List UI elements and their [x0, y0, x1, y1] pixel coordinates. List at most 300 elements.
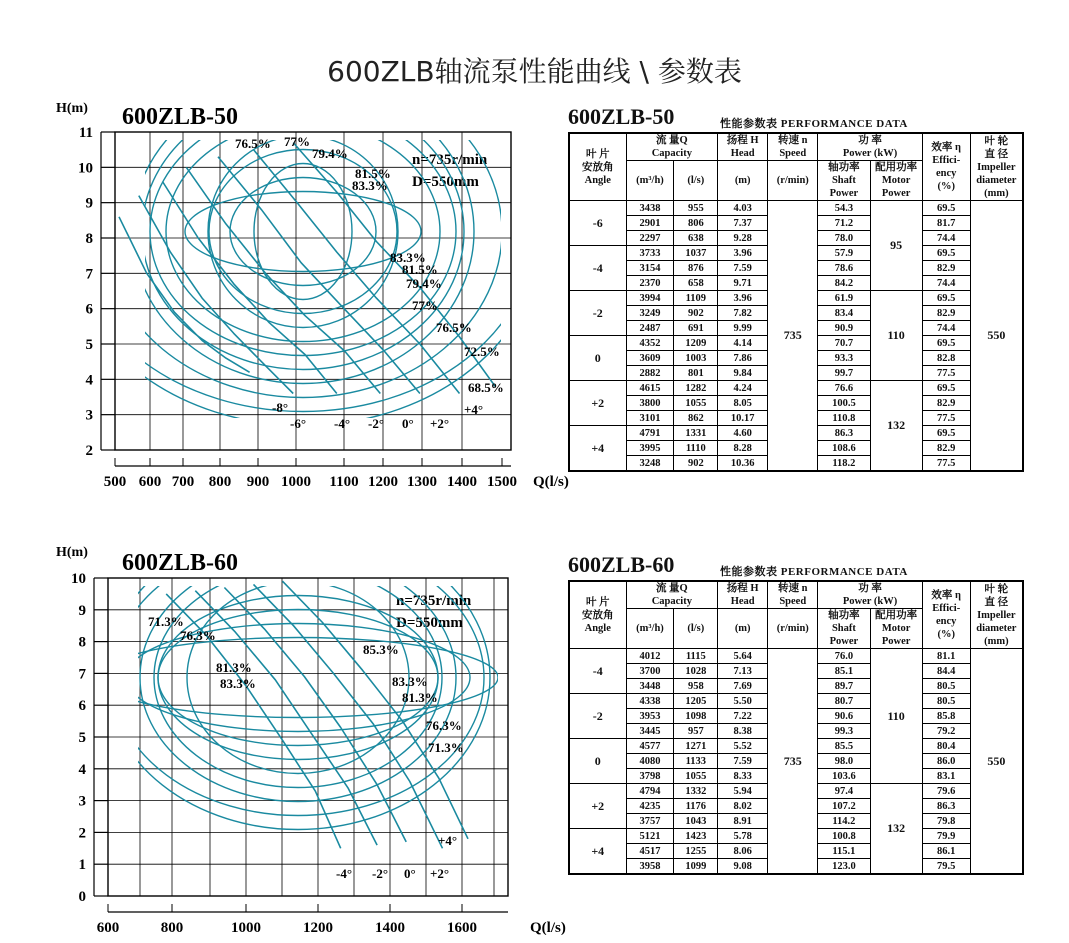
efficiency-contour: [254, 164, 352, 300]
q-m3h-cell: 3448: [626, 679, 674, 694]
x-tick-label: 600: [138, 474, 162, 490]
q-ls-cell: 1055: [674, 396, 718, 411]
efficiency-label: 81.5%: [402, 262, 438, 277]
x-tick-label: 700: [171, 474, 195, 490]
angle-label: -4°: [334, 416, 351, 431]
q-ls-cell: 806: [674, 216, 718, 231]
x-tick-label: 1000: [231, 920, 261, 935]
y-tick-label: 1: [78, 857, 86, 874]
q-m3h-cell: 4235: [626, 799, 674, 814]
chart-annotation: D=550mm: [396, 615, 463, 631]
efficiency-cell: 86.3: [922, 799, 970, 814]
shaft-power-cell: 114.2: [818, 814, 870, 829]
q-ls-cell: 1255: [674, 844, 718, 859]
efficiency-cell: 79.6: [922, 784, 970, 799]
q-m3h-cell: 4080: [626, 754, 674, 769]
performance-table: [568, 580, 1024, 875]
angle-label: +4°: [464, 402, 484, 417]
q-ls-cell: 1037: [674, 246, 718, 261]
y-tick-label: 9: [85, 195, 93, 212]
header-capacity: 流 量Q Capacity: [626, 133, 718, 161]
efficiency-cell: 80.5: [922, 694, 970, 709]
efficiency-label: 83.3%: [392, 674, 428, 689]
efficiency-cell: 80.5: [922, 679, 970, 694]
q-ls-cell: 862: [674, 411, 718, 426]
efficiency-label: 81.3%: [402, 690, 438, 705]
efficiency-label: 81.3%: [216, 660, 252, 675]
shaft-power-cell: 89.7: [818, 679, 870, 694]
head-cell: 8.02: [718, 799, 768, 814]
head-cell: 7.37: [718, 216, 768, 231]
angle-label: -4°: [336, 866, 353, 881]
head-cell: 4.60: [718, 426, 768, 441]
efficiency-cell: 85.8: [922, 709, 970, 724]
efficiency-label: 71.3%: [148, 614, 184, 629]
q-m3h-cell: 2487: [626, 321, 674, 336]
shaft-power-cell: 61.9: [818, 291, 870, 306]
x-tick-label: 1500: [487, 474, 517, 490]
efficiency-cell: 82.8: [922, 351, 970, 366]
q-m3h-cell: 3445: [626, 724, 674, 739]
y-tick-label: 6: [85, 301, 93, 318]
head-cell: 3.96: [718, 246, 768, 261]
efficiency-cell: 79.9: [922, 829, 970, 844]
shaft-power-cell: 99.7: [818, 366, 870, 381]
head-cell: 7.69: [718, 679, 768, 694]
header-speed: 转速 n Speed: [768, 133, 818, 161]
efficiency-cell: 86.0: [922, 754, 970, 769]
y-tick-label: 3: [85, 407, 93, 424]
q-m3h-cell: 3757: [626, 814, 674, 829]
q-m3h-cell: 4352: [626, 336, 674, 351]
efficiency-label: 83.3%: [220, 676, 256, 691]
efficiency-label: 83.3%: [390, 250, 426, 265]
head-cell: 5.78: [718, 829, 768, 844]
q-m3h-cell: 4615: [626, 381, 674, 396]
shaft-power-cell: 76.6: [818, 381, 870, 396]
efficiency-cell: 69.5: [922, 291, 970, 306]
header-speed-unit: (r/min): [768, 161, 818, 201]
efficiency-cell: 80.4: [922, 739, 970, 754]
header-shaft-power: 轴功率 Shaft Power: [818, 161, 870, 201]
impeller-cell: 550: [970, 201, 1023, 472]
q-m3h-cell: 3101: [626, 411, 674, 426]
head-cell: 8.38: [718, 724, 768, 739]
head-cell: 9.71: [718, 276, 768, 291]
head-cell: 3.96: [718, 291, 768, 306]
q-m3h-cell: 3733: [626, 246, 674, 261]
motor-power-cell: 110: [870, 291, 922, 381]
head-cell: 8.05: [718, 396, 768, 411]
table-model-title: 600ZLB-60: [568, 552, 675, 577]
angle-cell: 0: [569, 336, 626, 381]
q-m3h-cell: 3249: [626, 306, 674, 321]
header-angle: 叶 片 安放角 Angle: [569, 133, 626, 201]
efficiency-label: 79.4%: [406, 276, 442, 291]
shaft-power-cell: 90.9: [818, 321, 870, 336]
q-ls-cell: 1110: [674, 441, 718, 456]
angle-label: +2°: [430, 416, 450, 431]
chart-annotation: D=550mm: [412, 174, 479, 190]
table-model-title: 600ZLB-50: [568, 104, 675, 129]
q-m3h-cell: 3438: [626, 201, 674, 216]
head-cell: 7.59: [718, 261, 768, 276]
angle-cell: -4: [569, 649, 626, 694]
angle-label: -2°: [372, 866, 389, 881]
y-tick-label: 3: [78, 793, 86, 810]
shaft-power-cell: 85.1: [818, 664, 870, 679]
q-m3h-cell: 3798: [626, 769, 674, 784]
q-ls-cell: 1003: [674, 351, 718, 366]
header-head-unit: (m): [718, 161, 768, 201]
shaft-power-cell: 84.2: [818, 276, 870, 291]
y-tick-label: 8: [78, 634, 86, 651]
efficiency-cell: 74.4: [922, 231, 970, 246]
q-ls-cell: 1332: [674, 784, 718, 799]
header-shaft-power: 轴功率 Shaft Power: [818, 609, 870, 649]
q-m3h-cell: 3994: [626, 291, 674, 306]
y-tick-label: 5: [85, 337, 93, 353]
efficiency-label: 79.4%: [312, 146, 348, 161]
efficiency-cell: 79.5: [922, 859, 970, 875]
x-axis-label: Q(l/s): [530, 920, 566, 935]
head-cell: 7.22: [718, 709, 768, 724]
x-tick-label: 800: [160, 920, 184, 935]
y-tick-label: 4: [78, 761, 86, 778]
header-head-unit: (m): [718, 609, 768, 649]
shaft-power-cell: 100.8: [818, 829, 870, 844]
efficiency-cell: 84.4: [922, 664, 970, 679]
efficiency-cell: 77.5: [922, 456, 970, 472]
shaft-power-cell: 115.1: [818, 844, 870, 859]
shaft-power-cell: 71.2: [818, 216, 870, 231]
shaft-power-cell: 76.0: [818, 649, 870, 664]
head-cell: 8.06: [718, 844, 768, 859]
head-cell: 7.82: [718, 306, 768, 321]
x-tick-label: 900: [246, 474, 270, 490]
head-cell: 5.94: [718, 784, 768, 799]
q-m3h-cell: 3248: [626, 456, 674, 472]
y-tick-label: 4: [85, 372, 93, 389]
shaft-power-cell: 57.9: [818, 246, 870, 261]
x-tick-label: 1200: [368, 474, 398, 490]
efficiency-cell: 69.5: [922, 381, 970, 396]
shaft-power-cell: 93.3: [818, 351, 870, 366]
efficiency-cell: 74.4: [922, 276, 970, 291]
head-cell: 9.99: [718, 321, 768, 336]
shaft-power-cell: 83.4: [818, 306, 870, 321]
q-m3h-cell: 3995: [626, 441, 674, 456]
y-axis-label: H(m): [56, 101, 88, 116]
y-tick-label: 6: [78, 698, 86, 715]
angle-label: 0°: [404, 866, 416, 881]
shaft-power-cell: 85.5: [818, 739, 870, 754]
efficiency-cell: 79.2: [922, 724, 970, 739]
angle-cell: -2: [569, 694, 626, 739]
efficiency-cell: 82.9: [922, 261, 970, 276]
efficiency-label: 81.5%: [355, 166, 391, 181]
angle-cell: +4: [569, 426, 626, 472]
curve-group: [98, 540, 498, 848]
impeller-cell: 550: [970, 649, 1023, 875]
header-speed-unit: (r/min): [768, 609, 818, 649]
table-row: [569, 201, 1023, 216]
q-m3h-cell: 3800: [626, 396, 674, 411]
motor-power-cell: 132: [870, 784, 922, 875]
head-cell: 7.86: [718, 351, 768, 366]
angle-label: -8°: [272, 400, 289, 415]
q-ls-cell: 1176: [674, 799, 718, 814]
q-m3h-cell: 3154: [626, 261, 674, 276]
head-cell: 8.28: [718, 441, 768, 456]
chart-600zlb-60: [50, 540, 570, 935]
header-q-m3h: (m³/h): [626, 609, 674, 649]
q-ls-cell: 658: [674, 276, 718, 291]
y-tick-label: 7: [78, 666, 86, 683]
q-ls-cell: 1209: [674, 336, 718, 351]
efficiency-cell: 79.8: [922, 814, 970, 829]
efficiency-cell: 83.1: [922, 769, 970, 784]
x-tick-label: 800: [208, 474, 232, 490]
x-tick-label: 1100: [329, 474, 359, 490]
head-cell: 7.59: [718, 754, 768, 769]
efficiency-cell: 69.5: [922, 426, 970, 441]
efficiency-cell: 82.9: [922, 306, 970, 321]
header-motor-power: 配用功率 Motor Power: [870, 161, 922, 201]
q-m3h-cell: 5121: [626, 829, 674, 844]
y-tick-label: 2: [85, 443, 93, 459]
head-cell: 10.36: [718, 456, 768, 472]
angle-label: 0°: [402, 416, 414, 431]
chart-600zlb-60-svg: [50, 540, 570, 935]
q-ls-cell: 1115: [674, 649, 718, 664]
efficiency-cell: 77.5: [922, 366, 970, 381]
head-cell: 4.14: [718, 336, 768, 351]
efficiency-label: 76.3%: [180, 628, 216, 643]
angle-label: +2°: [430, 866, 450, 881]
header-motor-power: 配用功率 Motor Power: [870, 609, 922, 649]
performance-table-600zlb-50: [568, 104, 1026, 472]
y-tick-label: 2: [78, 825, 86, 842]
q-m3h-cell: 3609: [626, 351, 674, 366]
q-ls-cell: 1282: [674, 381, 718, 396]
efficiency-cell: 82.9: [922, 396, 970, 411]
q-m3h-cell: 4794: [626, 784, 674, 799]
q-m3h-cell: 4791: [626, 426, 674, 441]
efficiency-label: 77%: [284, 134, 310, 149]
y-tick-label: 10: [78, 160, 93, 177]
efficiency-cell: 81.7: [922, 216, 970, 231]
y-tick-label: 0: [78, 889, 86, 905]
efficiency-cell: 81.1: [922, 649, 970, 664]
q-ls-cell: 1055: [674, 769, 718, 784]
shaft-power-cell: 99.3: [818, 724, 870, 739]
header-impeller: 叶 轮 直 径 Impeller diameter (mm): [970, 581, 1023, 649]
table-subtitle: 性能参数表 PERFORMANCE DATA: [720, 118, 908, 130]
header-impeller: 叶 轮 直 径 Impeller diameter (mm): [970, 133, 1023, 201]
angle-cell: +2: [569, 784, 626, 829]
q-ls-cell: 1331: [674, 426, 718, 441]
table-row: [569, 649, 1023, 664]
efficiency-contour: [230, 178, 376, 286]
shaft-power-cell: 90.6: [818, 709, 870, 724]
q-m3h-cell: 4577: [626, 739, 674, 754]
q-m3h-cell: 4012: [626, 649, 674, 664]
head-cell: 8.91: [718, 814, 768, 829]
efficiency-contour: [106, 540, 490, 830]
angle-cell: 0: [569, 739, 626, 784]
speed-cell: 735: [768, 201, 818, 472]
chart-600zlb-50: [50, 96, 570, 506]
series-line--8deg: [119, 217, 250, 372]
efficiency-label: 83.3%: [352, 178, 388, 193]
x-axis-label: Q(l/s): [533, 474, 569, 490]
header-capacity: 流 量Q Capacity: [626, 581, 718, 609]
x-tick-label: 1300: [407, 474, 437, 490]
x-tick-label: 1600: [447, 920, 477, 935]
page-title: 600ZLB轴流泵性能曲线 \ 参数表: [327, 55, 742, 88]
q-ls-cell: 902: [674, 456, 718, 472]
header-q-ls: (l/s): [674, 161, 718, 201]
x-tick-label: 1200: [303, 920, 333, 935]
shaft-power-cell: 110.8: [818, 411, 870, 426]
header-head: 扬程 H Head: [718, 133, 768, 161]
header-q-m3h: (m³/h): [626, 161, 674, 201]
q-m3h-cell: 3958: [626, 859, 674, 875]
motor-power-cell: 132: [870, 381, 922, 472]
y-tick-label: 7: [85, 266, 93, 283]
table-subtitle: 性能参数表 PERFORMANCE DATA: [720, 566, 908, 578]
x-tick-label: 600: [96, 920, 120, 935]
q-ls-cell: 1133: [674, 754, 718, 769]
q-ls-cell: 876: [674, 261, 718, 276]
q-m3h-cell: 3700: [626, 664, 674, 679]
angle-label: +4°: [438, 833, 458, 848]
performance-table: [568, 132, 1024, 472]
angle-cell: +4: [569, 829, 626, 875]
efficiency-label: 76.3%: [426, 718, 462, 733]
head-cell: 9.08: [718, 859, 768, 875]
shaft-power-cell: 78.6: [818, 261, 870, 276]
q-ls-cell: 958: [674, 679, 718, 694]
chart-title: 600ZLB-50: [122, 104, 239, 130]
shaft-power-cell: 78.0: [818, 231, 870, 246]
q-ls-cell: 1098: [674, 709, 718, 724]
efficiency-cell: 82.9: [922, 441, 970, 456]
q-ls-cell: 1271: [674, 739, 718, 754]
y-tick-label: 5: [78, 730, 86, 746]
q-ls-cell: 1109: [674, 291, 718, 306]
speed-cell: 735: [768, 649, 818, 875]
efficiency-cell: 69.5: [922, 336, 970, 351]
head-cell: 7.13: [718, 664, 768, 679]
q-ls-cell: 902: [674, 306, 718, 321]
chart-annotation: n=735r/min: [412, 152, 488, 168]
q-ls-cell: 1099: [674, 859, 718, 875]
motor-power-cell: 95: [870, 201, 922, 291]
q-m3h-cell: 2370: [626, 276, 674, 291]
head-cell: 5.52: [718, 739, 768, 754]
header-q-ls: (l/s): [674, 609, 718, 649]
header-angle: 叶 片 安放角 Angle: [569, 581, 626, 649]
x-tick-label: 500: [103, 474, 127, 490]
shaft-power-cell: 80.7: [818, 694, 870, 709]
angle-label: -6°: [290, 416, 307, 431]
head-cell: 10.17: [718, 411, 768, 426]
head-cell: 9.28: [718, 231, 768, 246]
head-cell: 5.50: [718, 694, 768, 709]
angle-cell: -2: [569, 291, 626, 336]
shaft-power-cell: 123.0: [818, 859, 870, 875]
performance-table-600zlb-60: [568, 552, 1026, 875]
q-m3h-cell: 4338: [626, 694, 674, 709]
y-tick-label: 8: [85, 231, 93, 247]
efficiency-label: 72.5%: [464, 344, 500, 359]
q-m3h-cell: 4517: [626, 844, 674, 859]
header-efficiency: 效率 η Effici- ency (%): [922, 581, 970, 649]
chart-title: 600ZLB-60: [122, 550, 239, 576]
q-ls-cell: 691: [674, 321, 718, 336]
x-tick-label: 1400: [447, 474, 477, 490]
angle-label: -2°: [368, 416, 385, 431]
chart-600zlb-50-svg: [50, 96, 570, 506]
head-cell: 5.64: [718, 649, 768, 664]
efficiency-label: 77%: [412, 298, 438, 313]
q-m3h-cell: 2901: [626, 216, 674, 231]
efficiency-label: 76.5%: [436, 320, 472, 335]
x-tick-label: 1000: [281, 474, 311, 490]
efficiency-label: 85.3%: [363, 642, 399, 657]
q-ls-cell: 1043: [674, 814, 718, 829]
header-efficiency: 效率 η Effici- ency (%): [922, 133, 970, 201]
efficiency-label: 68.5%: [468, 380, 504, 395]
y-tick-label: 10: [71, 571, 86, 587]
y-tick-label: 11: [78, 125, 93, 141]
efficiency-label: 71.3%: [428, 740, 464, 755]
header-head: 扬程 H Head: [718, 581, 768, 609]
efficiency-cell: 74.4: [922, 321, 970, 336]
q-ls-cell: 1028: [674, 664, 718, 679]
q-ls-cell: 1205: [674, 694, 718, 709]
efficiency-cell: 69.5: [922, 201, 970, 216]
q-ls-cell: 957: [674, 724, 718, 739]
shaft-power-cell: 54.3: [818, 201, 870, 216]
efficiency-cell: 69.5: [922, 246, 970, 261]
y-tick-label: 9: [78, 602, 86, 619]
q-m3h-cell: 2297: [626, 231, 674, 246]
q-m3h-cell: 3953: [626, 709, 674, 724]
q-ls-cell: 955: [674, 201, 718, 216]
head-cell: 9.84: [718, 366, 768, 381]
shaft-power-cell: 70.7: [818, 336, 870, 351]
angle-cell: +2: [569, 381, 626, 426]
shaft-power-cell: 98.0: [818, 754, 870, 769]
head-cell: 4.03: [718, 201, 768, 216]
x-tick-label: 1400: [375, 920, 405, 935]
chart-annotation: n=735r/min: [396, 593, 472, 609]
efficiency-cell: 86.1: [922, 844, 970, 859]
header-speed: 转速 n Speed: [768, 581, 818, 609]
q-ls-cell: 801: [674, 366, 718, 381]
head-cell: 4.24: [718, 381, 768, 396]
shaft-power-cell: 108.6: [818, 441, 870, 456]
shaft-power-cell: 97.4: [818, 784, 870, 799]
efficiency-cell: 77.5: [922, 411, 970, 426]
efficiency-contour: [208, 136, 398, 328]
shaft-power-cell: 100.5: [818, 396, 870, 411]
header-power: 功 率 Power (kW): [818, 581, 922, 609]
q-m3h-cell: 2882: [626, 366, 674, 381]
